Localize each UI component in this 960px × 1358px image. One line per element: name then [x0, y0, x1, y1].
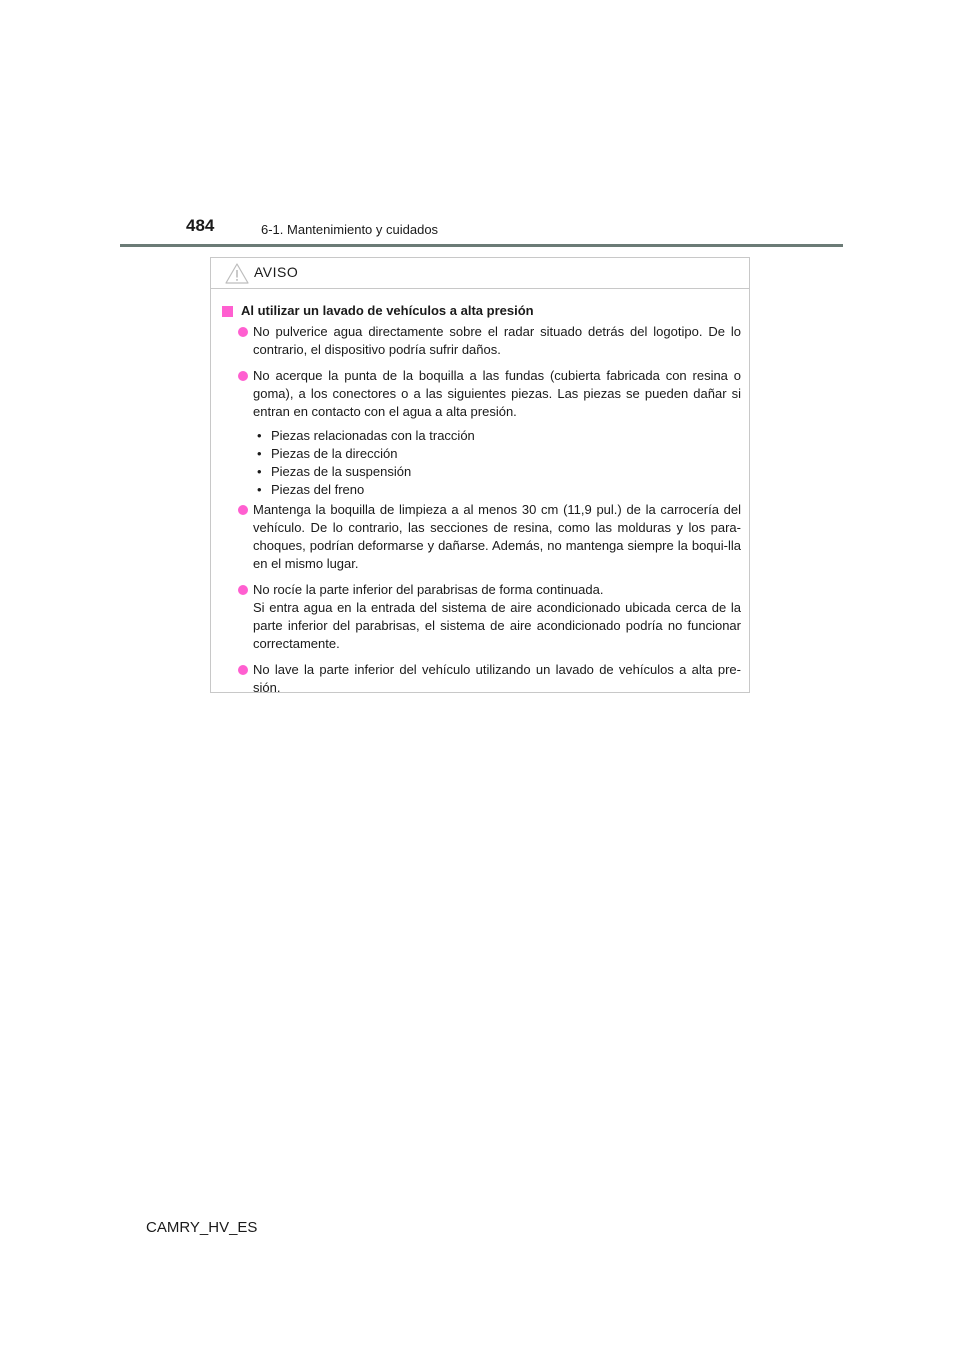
warning-box	[210, 257, 750, 693]
list-item	[221, 661, 741, 697]
list-item	[221, 367, 741, 421]
warning-body	[211, 289, 749, 697]
circle-bullet-icon	[238, 585, 248, 595]
warning-header	[211, 258, 749, 289]
list-item	[221, 501, 741, 573]
sub-list-item: • Piezas de la dirección	[257, 445, 741, 463]
list-item-text: No lave la parte inferior del vehículo utilizando un lavado de vehículos a alta pre-sión.	[253, 662, 741, 695]
sub-list-item: • Piezas del freno	[257, 481, 741, 499]
warning-label: AVISO	[254, 264, 299, 280]
square-bullet-icon	[222, 306, 233, 317]
list-item-text: Mantenga la boquilla de limpieza a al menos 30 cm (11,9 pul.) de la carrocería del vehículo. De lo contrario, las secciones de resina, como las molduras y los para-choques, podrían deformarse y dañarse. Además, no mantenga siempre la boqui-lla en el mismo lugar.	[253, 502, 741, 571]
warning-subheading-text: Al utilizar un lavado de vehículos a alta presión	[241, 303, 534, 318]
list-item-text: No pulverice agua directamente sobre el radar situado detrás del logotipo. De lo contrario, el dispositivo podría sufrir daños.	[253, 324, 741, 357]
warning-subheading	[221, 302, 741, 320]
list-item	[221, 581, 741, 653]
page-number: 484	[186, 216, 215, 235]
sub-list	[221, 427, 741, 499]
list-item-text: No rocíe la parte inferior del parabrisas de forma continuada.	[253, 582, 604, 597]
list-item-text-continued: Si entra agua en la entrada del sistema de aire acondicionado ubicada cerca de la parte inferior del parabrisas, el sistema de aire acondicionado podría no funcionar correctamente.	[253, 600, 741, 651]
list-item-text: No acerque la punta de la boquilla a las fundas (cubierta fabricada con resina o goma), a los conectores o a las siguientes piezas. Las piezas se pueden dañar si entran en contacto con el agua a alta presión.	[253, 368, 741, 419]
circle-bullet-icon	[238, 371, 248, 381]
section-title: 6-1. Mantenimiento y cuidados	[261, 222, 439, 237]
sub-list-item: • Piezas de la suspensión	[257, 463, 741, 481]
circle-bullet-icon	[238, 327, 248, 337]
warning-triangle-icon	[225, 263, 249, 289]
sub-list-item: • Piezas relacionadas con la tracción	[257, 427, 741, 445]
circle-bullet-icon	[238, 505, 248, 515]
header-rule	[120, 244, 843, 247]
list-item	[221, 323, 741, 359]
document-code: CAMRY_HV_ES	[146, 1219, 258, 1236]
circle-bullet-icon	[238, 665, 248, 675]
